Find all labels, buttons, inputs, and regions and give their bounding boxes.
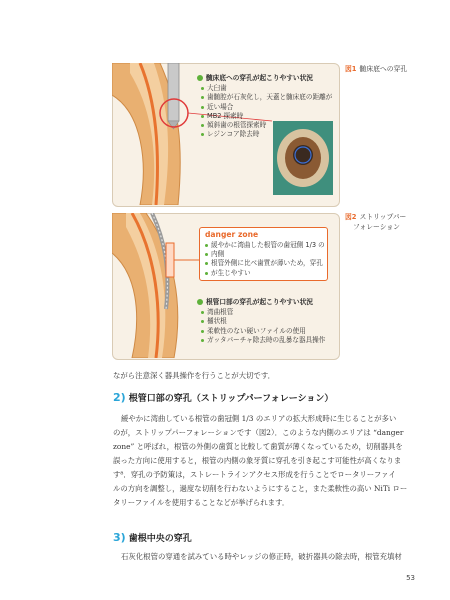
- danger-zone-list: [204, 241, 325, 278]
- paragraph-line: す⁸．穿孔の予防策は，ストレートラインアクセス形成を行うことでロータリーファイ: [113, 470, 396, 479]
- body-line: ながら注意深く器具操作を行うことが大切です．: [113, 371, 276, 380]
- bullet-dot-icon: [197, 75, 203, 81]
- paragraph-line: 誤った方向に使用すると，根管の内側の象牙質に穿孔を引き起こす可能性が高くなりま: [113, 456, 402, 465]
- list-item: レジンコア除去時: [200, 130, 332, 139]
- figure2-caption: 図2 ストリップパー フォレーション: [345, 213, 407, 231]
- list-item: ガッタパーチャ除去時の乱暴な器具操作: [200, 336, 325, 345]
- danger-zone-box: [199, 227, 328, 281]
- bur-icon: [168, 63, 179, 121]
- list-item: MB2 探索時: [200, 112, 332, 121]
- danger-zone-marker: [166, 243, 174, 277]
- danger-zone-title: danger zone: [205, 230, 259, 239]
- list-item: 根管外側に比べ歯質が薄いため，穿孔: [204, 259, 325, 268]
- list-item: 湾曲根管: [200, 308, 325, 317]
- list-item: 柔軟性のない硬いファイルの使用: [200, 327, 325, 336]
- paragraph-line: ルの方向を調整し，過度な切削を行わないようにすること，また柔軟性の高い NiTi ロー: [113, 484, 408, 493]
- figure1-title: 髄床底への穿孔が起こりやすい状況: [197, 72, 313, 82]
- bullet-dot-icon: [197, 299, 203, 305]
- list-item: 歯髄腔が石灰化し，天蓋と髄床底の距離が: [200, 93, 332, 102]
- paragraph-line: 緩やかに湾曲している根管の歯冠側 1/3 のエリアの拡大形成時に生じることが多い: [121, 414, 397, 423]
- paragraph-line: タリーファイルを使用することなどが挙げられます．: [113, 498, 290, 507]
- figure2-list: [200, 308, 325, 345]
- list-item: 近い場合: [200, 103, 332, 112]
- figure1-list: [200, 84, 332, 140]
- list-item: 緩やかに湾曲した根管の歯冠側 1/3 の: [204, 241, 325, 250]
- list-item: 傾斜歯の根管探索時: [200, 121, 332, 130]
- section-3-paragraph: 石灰化根管の穿通を試みている時やレッジの修正時，破折器具の除去時，根管充填材: [121, 552, 402, 561]
- list-item: 内側: [204, 250, 325, 259]
- list-item: 大臼歯: [200, 84, 332, 93]
- paragraph-line: zone” と呼ばれ，根管の外側の歯質と比較して歯質が薄くなっているため，切削器具を: [113, 442, 403, 451]
- figure2-title: 根管口部の穿孔が起こりやすい状況: [197, 296, 313, 306]
- section-3-heading: 3) 歯根中央の穿孔: [113, 531, 192, 544]
- list-item: が生じやすい: [204, 269, 325, 278]
- section-2-heading: 2) 根管口部の穿孔（ストリップパーフォレーション）: [113, 391, 334, 404]
- paragraph-line: のが，ストリップパーフォレーションです（図2）．このような内側のエリアは “danger: [113, 428, 404, 437]
- section-2-paragraph: [113, 412, 413, 510]
- figure1-caption: 図1 髄床底への穿孔: [345, 65, 408, 73]
- list-item: 樋状根: [200, 317, 325, 326]
- page-number: 53: [406, 574, 415, 582]
